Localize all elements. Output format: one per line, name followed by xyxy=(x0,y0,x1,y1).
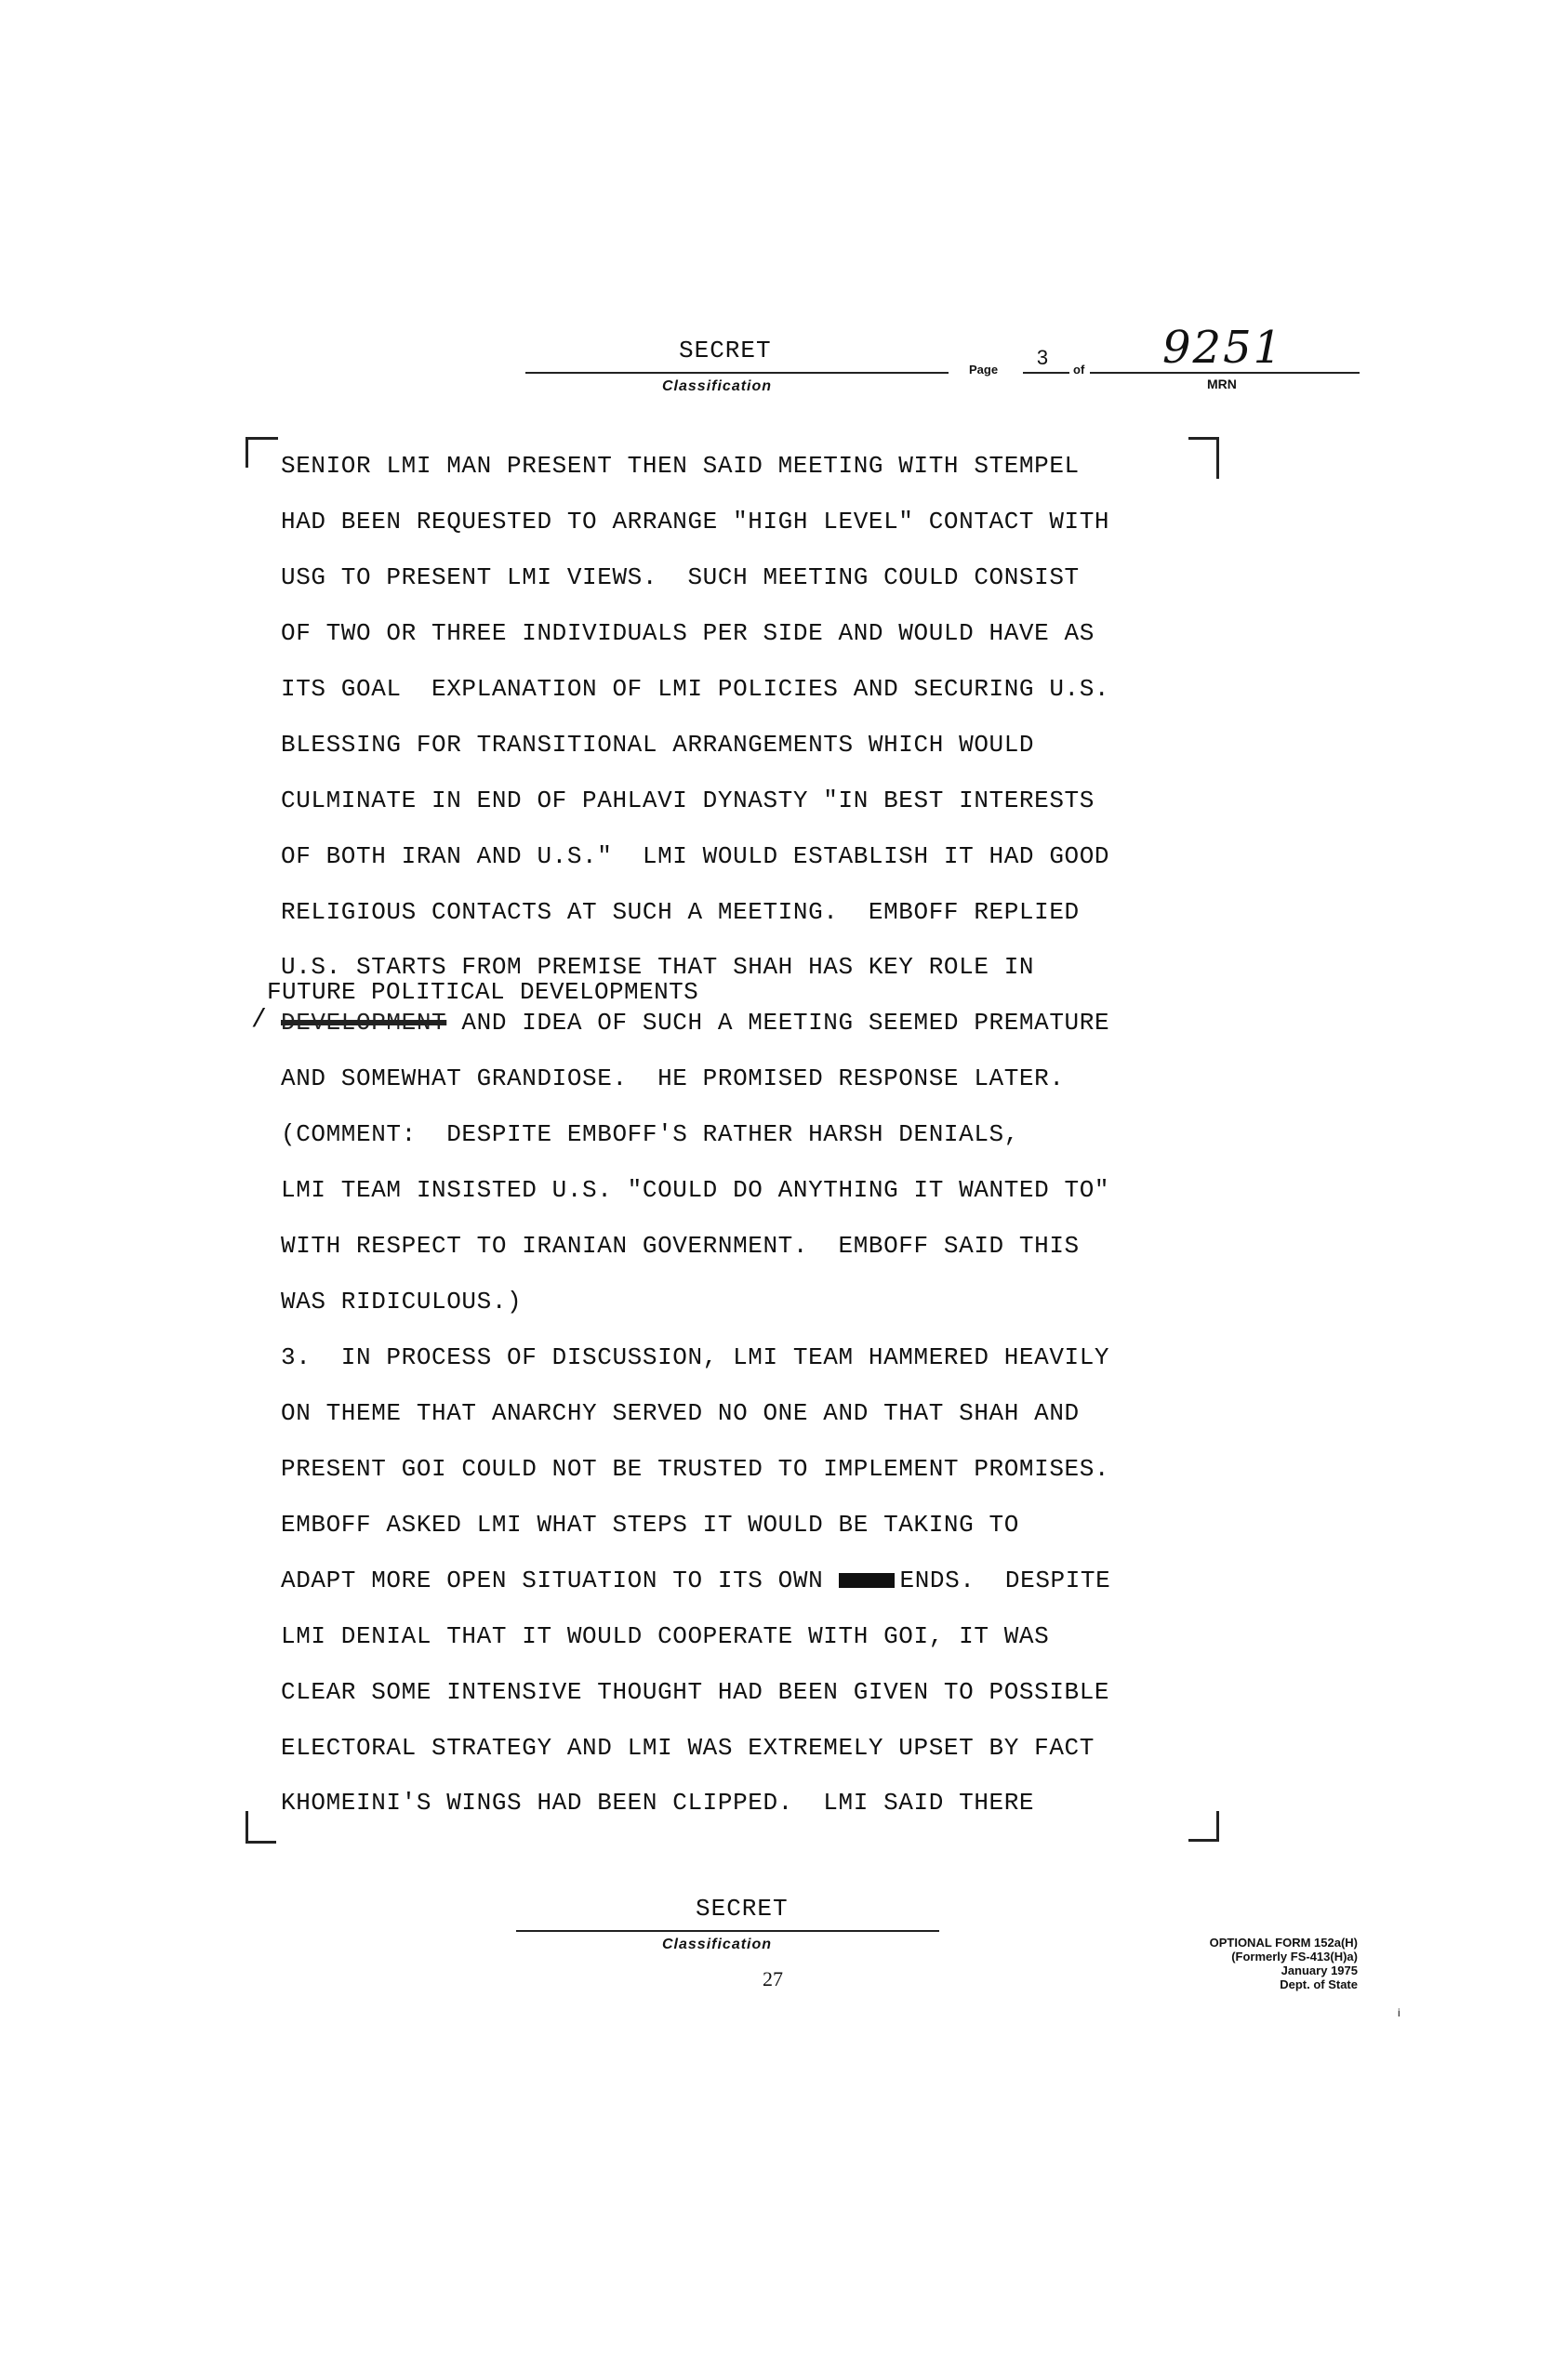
footer-document-number: 27 xyxy=(763,1967,783,1990)
struck-out-word: DEVELOPMENT xyxy=(281,1009,447,1037)
header-classification: SECRET xyxy=(679,337,772,364)
redaction-block xyxy=(839,1573,895,1588)
header-mrn-caption: MRN xyxy=(1207,377,1237,391)
footer-edge-mark: i xyxy=(1398,2006,1400,2019)
header-classification-rule xyxy=(525,372,949,374)
body-line: EMBOFF ASKED LMI WHAT STEPS IT WOULD BE TAKING TO xyxy=(281,1511,1019,1539)
footer-classification: SECRET xyxy=(696,1895,789,1923)
struck-line-rest: AND IDEA OF SUCH A MEETING SEEMED PREMATURE xyxy=(446,1009,1110,1037)
body-line: BLESSING FOR TRANSITIONAL ARRANGEMENTS WHICH WOULD xyxy=(281,731,1035,759)
footer-classification-caption: Classification xyxy=(662,1937,773,1952)
body-line: ON THEME THAT ANARCHY SERVED NO ONE AND THAT SHAH AND xyxy=(281,1399,1080,1427)
body-line: (COMMENT: DESPITE EMBOFF'S RATHER HARSH DENIALS, xyxy=(281,1120,1019,1148)
body-line: OF BOTH IRAN AND U.S." LMI WOULD ESTABLISH IT HAD GOOD xyxy=(281,842,1110,870)
body-line: OF TWO OR THREE INDIVIDUALS PER SIDE AND WOULD HAVE AS xyxy=(281,619,1095,647)
footer-form-line: January 1975 xyxy=(1281,1964,1358,1977)
body-line: HAD BEEN REQUESTED TO ARRANGE "HIGH LEVEL" CONTACT WITH xyxy=(281,508,1110,536)
body-line: WITH RESPECT TO IRANIAN GOVERNMENT. EMBOFF SAID THIS xyxy=(281,1232,1080,1260)
footer-classification-rule xyxy=(516,1930,939,1932)
redacted-line-before: ADAPT MORE OPEN SITUATION TO ITS OWN xyxy=(281,1567,839,1594)
body-line: U.S. STARTS FROM PREMISE THAT SHAH HAS KEY ROLE IN xyxy=(281,953,1035,981)
body-line: CULMINATE IN END OF PAHLAVI DYNASTY "IN BEST INTERESTS xyxy=(281,787,1095,814)
insertion-mark: / xyxy=(251,1006,267,1035)
body-line-struck xyxy=(281,1009,1109,1037)
body-line: USG TO PRESENT LMI VIEWS. SUCH MEETING COULD CONSIST xyxy=(281,563,1080,591)
redacted-line-after: ENDS. DESPITE xyxy=(899,1567,1111,1594)
header-mrn-rule xyxy=(1090,372,1360,374)
body-line: LMI DENIAL THAT IT WOULD COOPERATE WITH GOI, IT WAS xyxy=(281,1622,1050,1650)
body-line: PRESENT GOI COULD NOT BE TRUSTED TO IMPLEMENT PROMISES. xyxy=(281,1455,1110,1483)
corner-bracket-top-right xyxy=(1188,437,1219,479)
header-of-label: of xyxy=(1073,363,1085,377)
body-line-redacted xyxy=(281,1567,1110,1594)
header-mrn-value: 9251 xyxy=(1162,322,1284,374)
body-line: KHOMEINI'S WINGS HAD BEEN CLIPPED. LMI SAID THERE xyxy=(281,1789,1035,1817)
body-line: AND SOMEWHAT GRANDIOSE. HE PROMISED RESPONSE LATER. xyxy=(281,1064,1065,1092)
footer-form-line: (Formerly FS-413(H)a) xyxy=(1231,1950,1358,1964)
body-line: 3. IN PROCESS OF DISCUSSION, LMI TEAM HAMMERED HEAVILY xyxy=(281,1343,1110,1371)
footer-form-line: Dept. of State xyxy=(1280,1977,1358,1991)
header-page-label: Page xyxy=(969,363,999,377)
body-line: RELIGIOUS CONTACTS AT SUCH A MEETING. EMBOFF REPLIED xyxy=(281,898,1080,926)
body-line: WAS RIDICULOUS.) xyxy=(281,1288,523,1316)
corner-bracket-bottom-right xyxy=(1188,1811,1219,1842)
body-line: LMI TEAM INSISTED U.S. "COULD DO ANYTHING IT WANTED TO" xyxy=(281,1176,1110,1204)
body-line: ITS GOAL EXPLANATION OF LMI POLICIES AND SECURING U.S. xyxy=(281,675,1110,703)
inserted-correction-text: FUTURE POLITICAL DEVELOPMENTS xyxy=(267,978,699,1006)
body-line: SENIOR LMI MAN PRESENT THEN SAID MEETING WITH STEMPEL xyxy=(281,452,1080,480)
body-line: ELECTORAL STRATEGY AND LMI WAS EXTREMELY UPSET BY FACT xyxy=(281,1734,1095,1762)
footer-form-line: OPTIONAL FORM 152a(H) xyxy=(1209,1936,1358,1950)
corner-bracket-bottom-left xyxy=(246,1811,276,1844)
footer-form-info xyxy=(1079,1936,1358,1991)
header-page-number: 3 xyxy=(1036,346,1049,369)
header-page-rule xyxy=(1023,372,1069,374)
corner-bracket-top-left xyxy=(246,437,278,468)
header-classification-caption: Classification xyxy=(662,378,773,394)
body-line: CLEAR SOME INTENSIVE THOUGHT HAD BEEN GIVEN TO POSSIBLE xyxy=(281,1678,1110,1706)
